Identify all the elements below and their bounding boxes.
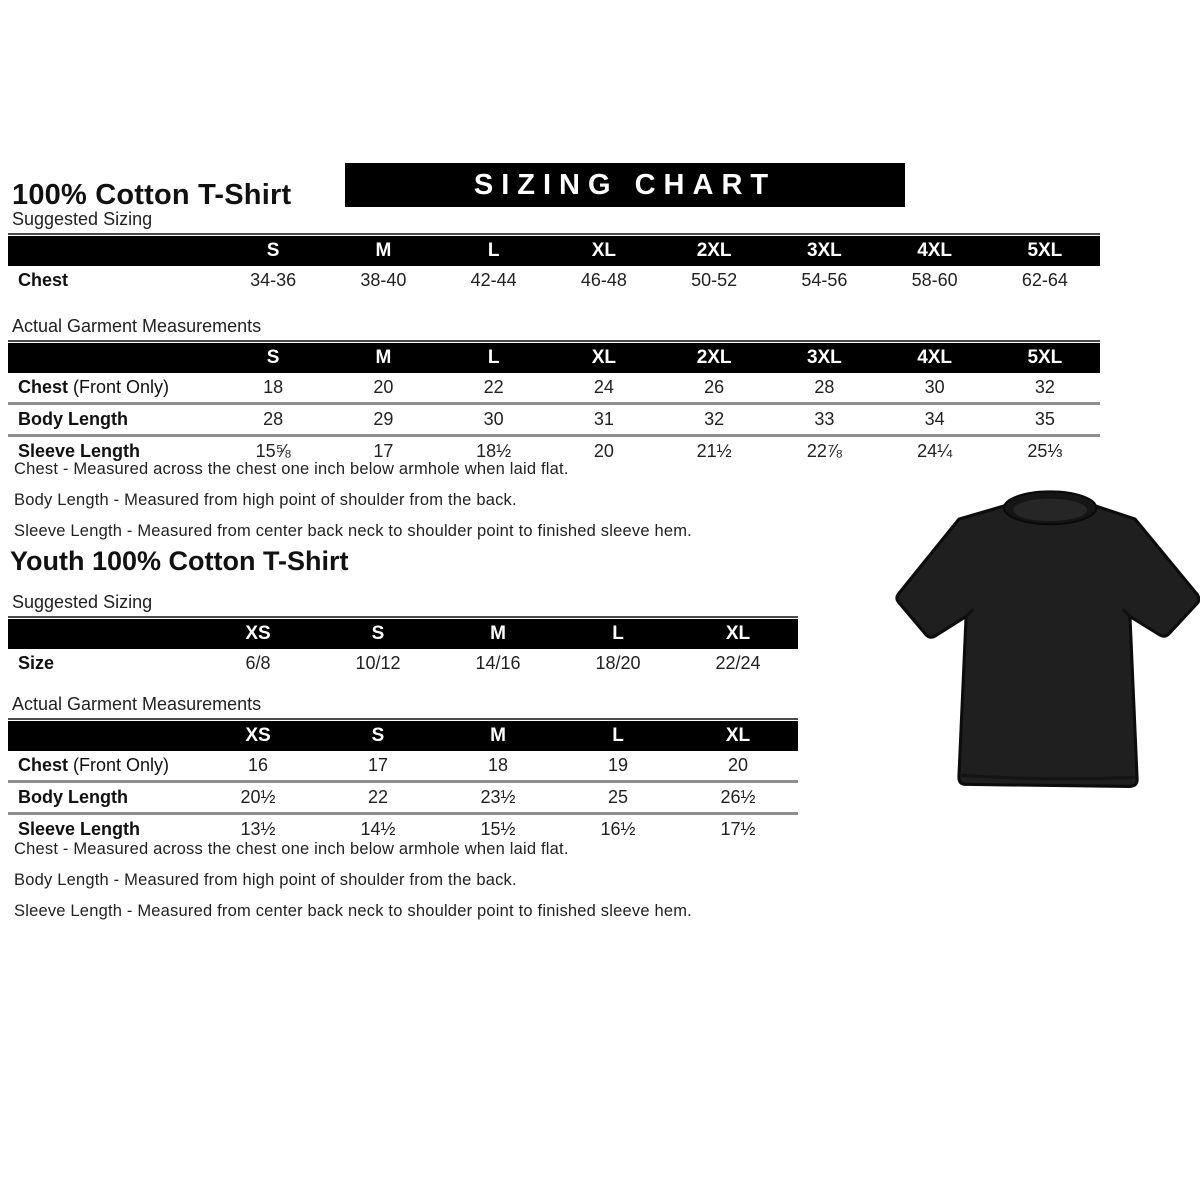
measurement-row	[8, 649, 798, 678]
measurement-value-cell: 22	[483, 377, 504, 397]
measurement-value-cell: 20	[549, 436, 659, 467]
measurement-value-cell: 46-48	[580, 270, 627, 290]
measurement-row	[8, 266, 1100, 295]
measurement-value-cell: 20	[727, 755, 749, 775]
table-header-row	[8, 721, 798, 751]
measurement-value-cell: 21½	[659, 436, 769, 467]
size-column-header-s: S	[218, 236, 328, 266]
size-column-header-xl: XL	[678, 721, 798, 751]
measurement-value-cell: 28	[218, 404, 328, 436]
measurement-value-cell: 24	[593, 377, 614, 397]
measurement-value-cell: 29	[328, 404, 438, 436]
size-column-header-5xl: 5XL	[990, 343, 1100, 373]
row-label-text: Body Length	[18, 409, 128, 429]
size-column-header-xl: XL	[678, 619, 798, 649]
table-header-row	[8, 619, 798, 649]
suggested-sizing-label: Suggested Sizing	[8, 209, 1100, 235]
size-column-header-xs: XS	[198, 619, 318, 649]
size-column-header-m: M	[438, 721, 558, 751]
size-column-header-s: S	[218, 343, 328, 373]
table-corner-cell	[8, 619, 198, 649]
row-label-text: Sleeve Length	[18, 819, 141, 839]
size-column-header-4xl: 4XL	[880, 343, 990, 373]
row-label	[8, 751, 198, 782]
sizing-chart-banner	[345, 163, 905, 207]
size-column-header-s: S	[318, 619, 438, 649]
size-column-header-l: L	[558, 619, 678, 649]
measurement-value-cell: 16½	[558, 814, 678, 845]
measurement-value-cell: 15½	[438, 814, 558, 845]
measurement-value-cell: 15⅝	[218, 436, 328, 467]
row-label-suffix: (Front Only)	[68, 755, 170, 775]
measurement-value-cell: 38-40	[360, 270, 407, 290]
measurement-value-cell: 23½	[438, 782, 558, 814]
measurement-value-cell: 25⅓	[990, 436, 1100, 467]
sizing-chart-banner-text: SIZING CHART	[473, 168, 777, 201]
measurement-value-cell: 13½	[198, 814, 318, 845]
measurement-value-cell: 25	[558, 782, 678, 814]
table-corner-cell	[8, 236, 218, 266]
size-column-header-m: M	[328, 343, 438, 373]
measurement-value-cell: 34	[880, 404, 990, 436]
measurement-value-cell: 32	[659, 404, 769, 436]
row-label-text: Size	[18, 653, 55, 673]
size-column-header-m: M	[328, 236, 438, 266]
measurement-value-cell: 14½	[318, 814, 438, 845]
measurement-value-cell: 62-64	[1021, 270, 1068, 290]
measurement-value-cell: 22⅞	[769, 436, 879, 467]
youth-measurement-notes	[8, 840, 808, 933]
size-column-header-3xl: 3XL	[769, 236, 879, 266]
youth-actual-garment-measurements-label: Actual Garment Measurements	[8, 694, 798, 720]
measurement-value-cell: 24¼	[880, 436, 990, 467]
youth-garment-measurements-table	[8, 721, 798, 844]
measurement-value-cell: 54-56	[801, 270, 848, 290]
size-column-header-l: L	[558, 721, 678, 751]
adult-measurement-notes	[8, 460, 808, 553]
measurement-value-cell: 42-44	[470, 270, 517, 290]
youth-section-title: Youth 100% Cotton T-Shirt	[10, 546, 349, 576]
measurement-value-cell: 31	[549, 404, 659, 436]
size-column-header-2xl: 2XL	[659, 236, 769, 266]
adult-garment-measurements-table	[8, 343, 1100, 466]
page-title: 100% Cotton T-Shirt	[12, 179, 292, 212]
measurement-value-cell: 35	[990, 404, 1100, 436]
row-label-text: Sleeve Length	[18, 441, 141, 461]
measurement-value-cell: 33	[769, 404, 879, 436]
size-column-header-l: L	[439, 236, 549, 266]
youth-suggested-sizing-table	[8, 619, 798, 678]
row-label	[8, 782, 198, 814]
measurement-value-cell: 30	[439, 404, 549, 436]
row-label-text: Body Length	[18, 787, 128, 807]
note-body-length: Body Length - Measured from high point of shoulder from the back.	[14, 491, 517, 509]
table-corner-cell	[8, 343, 218, 373]
measurement-value-cell: 20	[373, 377, 394, 397]
table-header-row	[8, 343, 1100, 373]
measurement-value-cell: 30	[924, 377, 945, 397]
size-column-header-4xl: 4XL	[880, 236, 990, 266]
row-label-suffix: (Front Only)	[68, 377, 170, 397]
row-label-text: Chest	[18, 270, 69, 290]
measurement-row	[8, 404, 1100, 436]
youth-suggested-sizing-label: Suggested Sizing	[8, 592, 798, 618]
measurement-value-cell: 26	[704, 377, 725, 397]
measurement-value-cell: 17½	[678, 814, 798, 845]
measurement-value-cell: 18½	[439, 436, 549, 467]
row-label	[8, 404, 218, 436]
note-chest: Chest - Measured across the chest one inch below armhole when laid flat.	[14, 840, 569, 858]
measurement-row	[8, 751, 798, 782]
row-label	[8, 649, 198, 678]
measurement-value-cell: 26½	[678, 782, 798, 814]
measurement-value-cell: 6/8	[245, 653, 271, 673]
size-column-header-xs: XS	[198, 721, 318, 751]
size-column-header-xl: XL	[549, 236, 659, 266]
note-sleeve-length: Sleeve Length - Measured from center back neck to shoulder point to finished sleeve hem.	[14, 902, 692, 920]
size-column-header-3xl: 3XL	[769, 343, 879, 373]
measurement-value-cell: 28	[814, 377, 835, 397]
measurement-value-cell: 17	[367, 755, 389, 775]
row-label	[8, 373, 218, 404]
black-tshirt-image	[893, 472, 1200, 810]
actual-garment-measurements-label: Actual Garment Measurements	[8, 316, 1100, 342]
youth-suggested-sizing-section	[8, 592, 798, 678]
measurement-value-cell: 50-52	[691, 270, 738, 290]
measurement-value-cell: 32	[1034, 377, 1055, 397]
measurement-value-cell: 18	[487, 755, 509, 775]
measurement-value-cell: 22	[318, 782, 438, 814]
row-label-text: Chest	[18, 755, 69, 775]
measurement-value-cell: 16	[247, 755, 269, 775]
row-label-text: Chest	[18, 377, 69, 397]
measurement-row	[8, 782, 798, 814]
measurement-value-cell: 20½	[198, 782, 318, 814]
size-column-header-l: L	[439, 343, 549, 373]
size-column-header-5xl: 5XL	[990, 236, 1100, 266]
note-chest: Chest - Measured across the chest one inch below armhole when laid flat.	[14, 460, 569, 478]
size-column-header-xl: XL	[549, 343, 659, 373]
measurement-value-cell: 18	[263, 377, 284, 397]
measurement-value-cell: 22/24	[715, 653, 761, 673]
size-column-header-s: S	[318, 721, 438, 751]
measurement-row	[8, 373, 1100, 404]
note-body-length: Body Length - Measured from high point of shoulder from the back.	[14, 871, 517, 889]
adult-garment-measurements-section	[8, 316, 1100, 466]
measurement-value-cell: 17	[328, 436, 438, 467]
adult-suggested-sizing-table	[8, 236, 1100, 295]
youth-garment-measurements-section	[8, 694, 798, 844]
measurement-value-cell: 14/16	[475, 653, 521, 673]
measurement-value-cell: 18/20	[595, 653, 641, 673]
measurement-value-cell: 19	[607, 755, 629, 775]
measurement-value-cell: 58-60	[911, 270, 958, 290]
size-column-header-m: M	[438, 619, 558, 649]
measurement-value-cell: 10/12	[355, 653, 401, 673]
table-header-row	[8, 236, 1100, 266]
note-sleeve-length: Sleeve Length - Measured from center back neck to shoulder point to finished sleeve hem.	[14, 522, 692, 540]
adult-suggested-sizing-section	[8, 209, 1100, 295]
measurement-value-cell: 34-36	[250, 270, 297, 290]
size-column-header-2xl: 2XL	[659, 343, 769, 373]
row-label	[8, 266, 218, 295]
table-corner-cell	[8, 721, 198, 751]
